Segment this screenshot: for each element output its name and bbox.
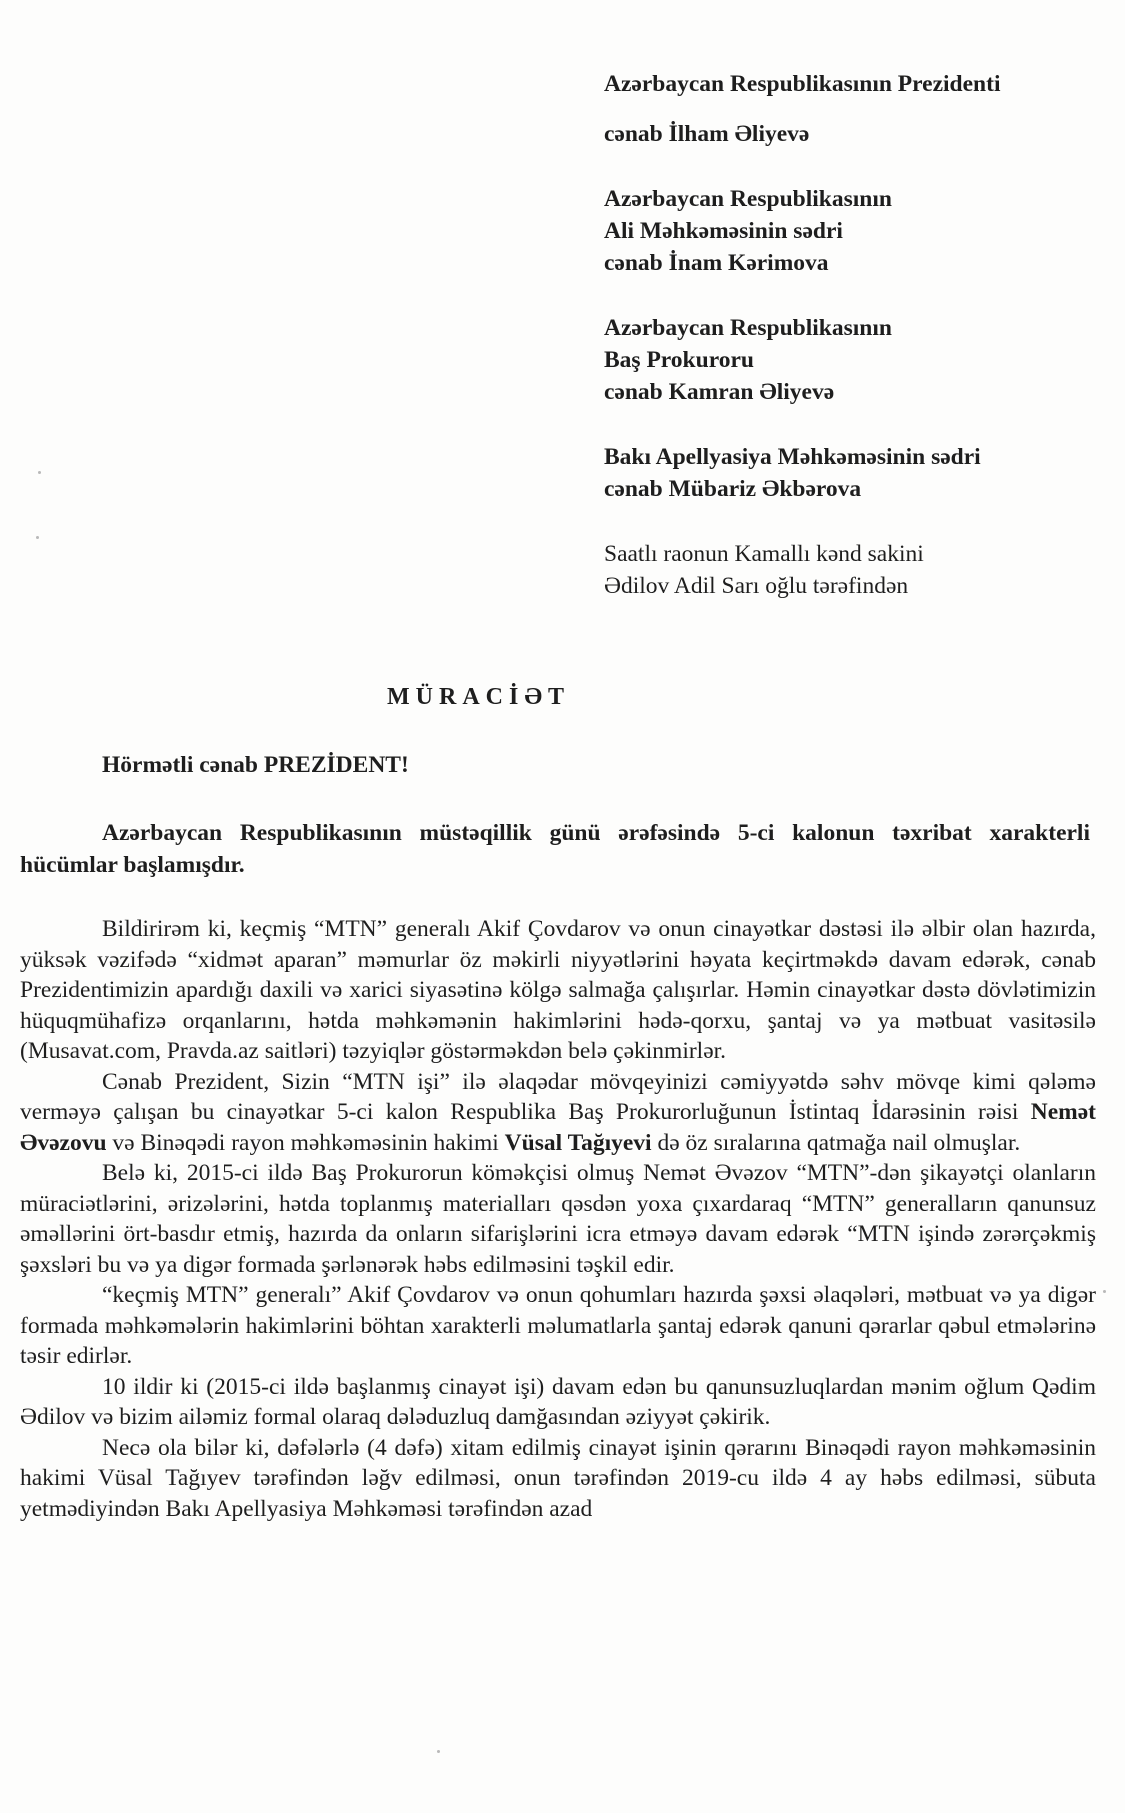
body-text: də öz sıralarına qatmağa nail olmuşlar.	[651, 1129, 1021, 1156]
addressee-line: cənab İnam Kərimova	[604, 250, 829, 276]
body-paragraph	[20, 1067, 1096, 1159]
sender-line: Saatlı raonun Kamallı kənd sakini	[604, 541, 924, 567]
scan-speck	[36, 536, 39, 539]
addressee-appeal-court	[604, 441, 1104, 505]
addressee-line: Azərbaycan Respublikasının Prezidenti	[604, 71, 1001, 97]
highlighted-name: Vüsal Tağıyevi	[504, 1129, 652, 1156]
document-title: MÜRACİƏT	[387, 684, 571, 710]
body-paragraph: Necə ola bilər ki, dəfələrlə (4 dəfə) xitam edilmiş cinayət işinin qərarını Binəqədi rayon məhkəməsinin hakimi Vüsal Tağıyev tərəfindən ləğv edilməsi, onun tərəfindən 2019-cu ildə 4 ay həbs edilməsi, sübuta yetmədiyindən Bakı Apellyasiya Məhkəməsi tərəfindən azad	[20, 1434, 1096, 1522]
document-body	[20, 914, 1096, 1524]
body-text: Cənab Prezident, Sizin “MTN işi” ilə əlaqədar mövqeyinizi cəmiyyətdə səhv mövqe kimi qələmə verməyə çalışan bu cinayətkar 5-ci kalon Respublika Baş Prokurorluğunun İstintaq İdarəsinin rəisi	[20, 1068, 1096, 1125]
addressee-line: Azərbaycan Respublikasının	[604, 315, 892, 341]
sender-line: Ədilov Adil Sarı oğlu tərəfindən	[604, 573, 909, 599]
body-paragraph: “keçmiş MTN” generalı” Akif Çovdarov və onun qohumları hazırda şəxsi əlaqələri, mətbuat və ya digər formada məhkəmələrin hakimlərini böhtan xarakterli məlumatlarla şantaj edərək qanuni qərarlar qəbul etmələrinə təsir edirlər.	[20, 1282, 1096, 1369]
body-paragraph: Belə ki, 2015-ci ildə Baş Prokurorun köməkçisi olmuş Nemət Əvəzov “MTN”-dən şikayətçi olanların müraciətlərini, ərizələrini, hətda toplanmış materialları qəsdən yoxa çıxardaraq “MTN” generalların qanunsuz əməllərini ört-basdır etmiş, hazırda da onların sifarişlərini icra etməyə davam edərək “MTN işində zərərçəkmiş şəxsləri bu və ya digər formada şərlənərək həbs edilməsini təşkil edir.	[20, 1160, 1096, 1278]
addressee-line: cənab Mübariz Əkbərova	[604, 476, 862, 502]
addressee-president	[604, 68, 1104, 150]
addressee-line: cənab İlham Əliyevə	[604, 121, 810, 147]
addressee-line: Baş Prokuroru	[604, 347, 754, 373]
addressee-supreme-court	[604, 183, 1104, 279]
addressee-line: Bakı Apellyasiya Məhkəməsinin sədri	[604, 444, 981, 470]
highlighted-name: Nemət Əvəzovu	[20, 1099, 1096, 1156]
addressee-line: Azərbaycan Respublikasının	[604, 186, 892, 212]
addressee-line: cənab Kamran Əliyevə	[604, 379, 835, 405]
body-text: və Binəqədi rayon məhkəməsinin hakimi	[106, 1129, 505, 1156]
addressee-prosecutor	[604, 312, 1104, 408]
addressee-line: Ali Məhkəməsinin sədri	[604, 218, 843, 244]
scan-speck	[38, 471, 41, 474]
scan-speck	[1103, 1290, 1106, 1293]
salutation: Hörmətli cənab PREZİDENT!	[102, 752, 409, 778]
body-paragraph: Bildirirəm ki, keçmiş “MTN” generalı Akif Çovdarov və onun cinayətkar dəstəsi ilə əlbir olan hazırda, yüksək vəzifədə “xidmət aparan” məmurlar öz məkirli niyyətlərini həyata keçirtməkdə davam edərək, cənab Prezidentimizin apardığı daxili və xarici siyasətinə kölgə salmağa çalışırlar. Həmin cinayətkar dəstə dövlətimizin hüquqmühafizə orqanlarını, hətda məhkəmənin hakimlərini hədə-qorxu, şantaj və ya mətbuat vasitəsilə (Musavat.com, Pravda.az saitləri) təzyiqlər göstərməkdən belə çəkinmirlər.	[20, 916, 1096, 1064]
addressee-block	[604, 68, 1104, 635]
lead-paragraph: Azərbaycan Respublikasının müstəqillik günü ərəfəsində 5-ci kalonun təxribat xarakterli hücümlar başlamışdır.	[20, 820, 1090, 878]
sender-block	[604, 538, 1104, 602]
body-paragraph: 10 ildir ki (2015-ci ildə başlanmış cinayət işi) davam edən bu qanunsuzluqlardan mənim oğlum Qədim Ədilov və bizim ailəmiz formal olaraq dələduzluq damğasından əziyyət çəkirik.	[20, 1373, 1096, 1430]
scan-speck	[437, 1750, 440, 1753]
